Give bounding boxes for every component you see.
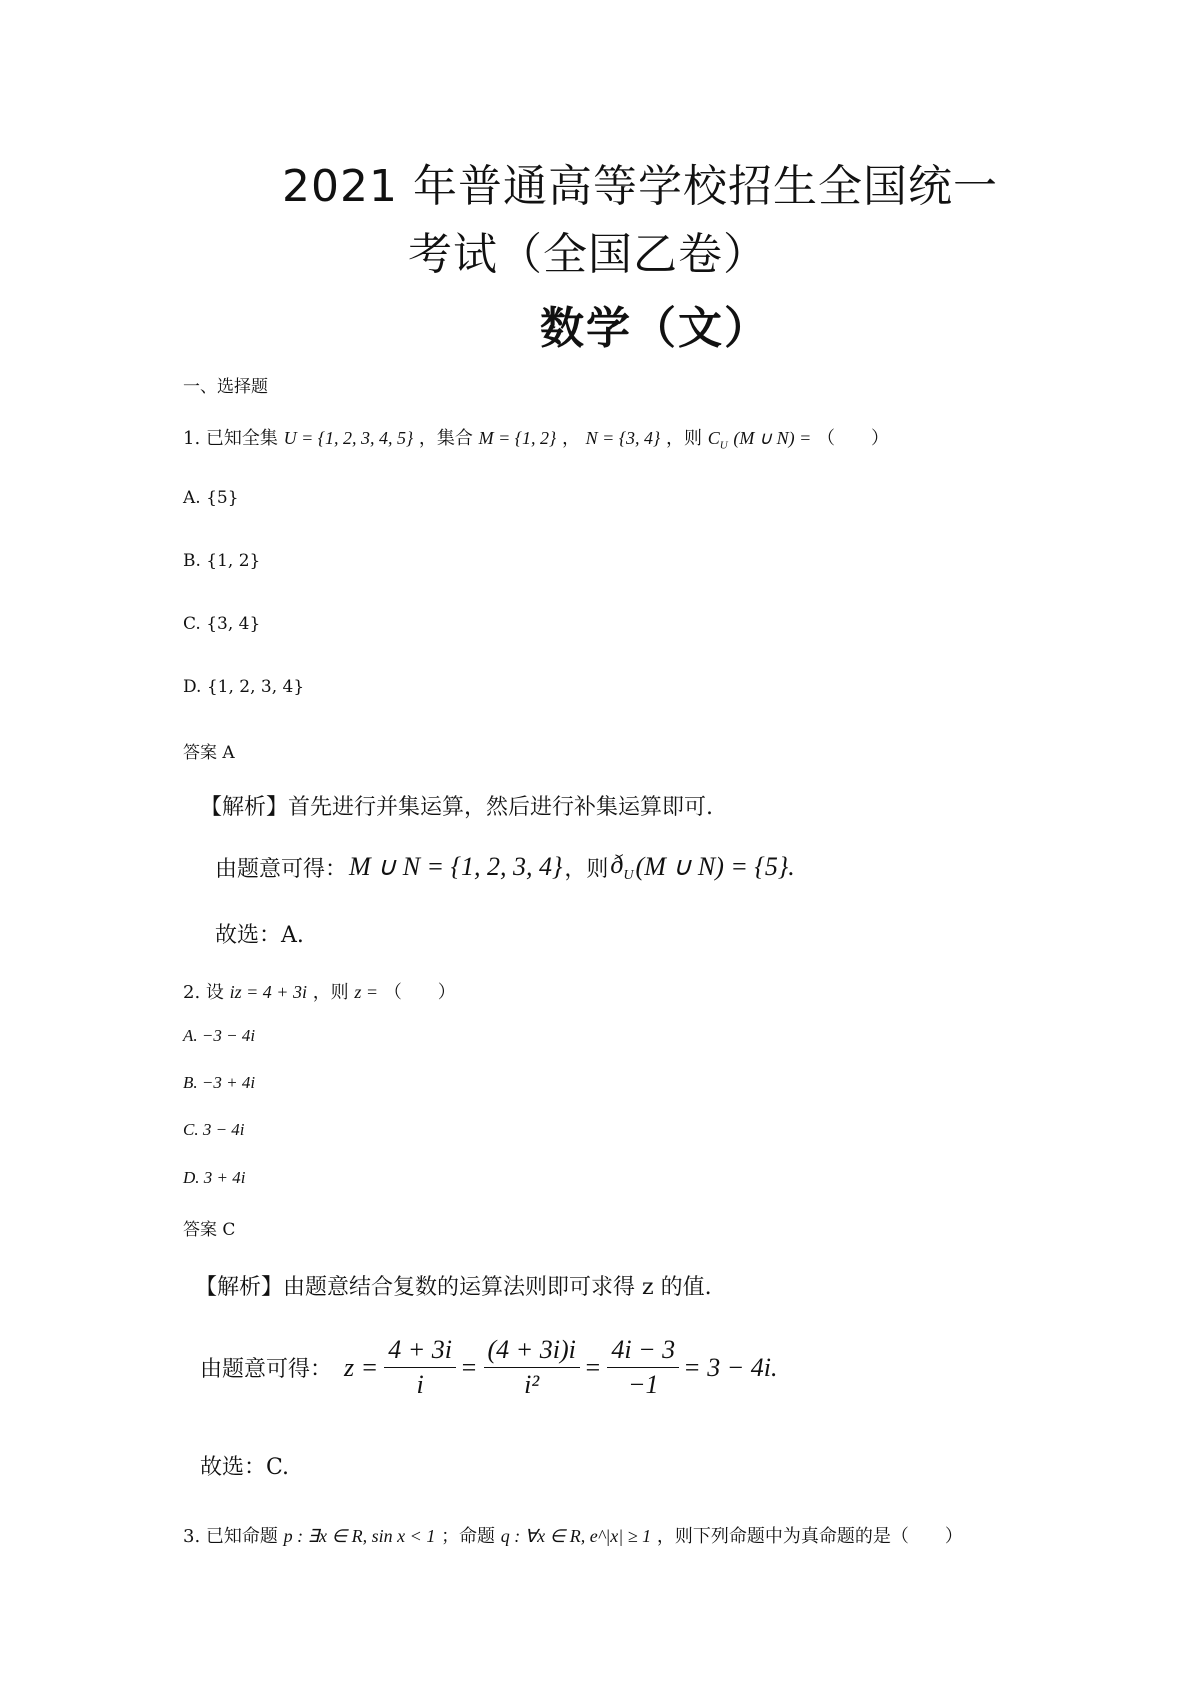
q2-fraction-3: $\frac{4i - 3}{-1}$ — [607, 1335, 679, 1400]
q1-set-m: M = {1, 2} — [478, 428, 557, 448]
q1-answer: 答案 A — [183, 743, 235, 763]
q1-stem-text: ，则 — [665, 428, 702, 449]
q1-choice: 故选：A. — [215, 923, 304, 948]
q1-derive-label: 由题意可得： — [215, 856, 348, 882]
q2-option-b: B. −3 + 4i — [183, 1073, 256, 1092]
q1-answer-blank: （ ） — [816, 428, 889, 449]
q3-stem-text: ，则下列命题中为真命题的是（ ） — [656, 1526, 963, 1547]
q1-union-expr: (M ∪ N) = — [733, 428, 812, 448]
q3-stem-text: 3. 已知命题 — [183, 1526, 278, 1547]
q2-option-d: D. 3 + 4i — [183, 1168, 246, 1187]
q2-fraction-1: $\frac{4 + 3i}{i}$ — [384, 1335, 456, 1400]
q1-option-c: C. {3, 4} — [183, 614, 261, 634]
q2-fraction-2: $\frac{(4 + 3i)i}{\text{i²}}$ — [484, 1335, 580, 1400]
question-2-stem — [183, 978, 456, 1004]
q2-analysis: 【解析】由题意结合复数的运算法则即可求得 z 的值. — [195, 1275, 712, 1300]
q2-derive-label: 由题意可得： — [200, 1357, 333, 1382]
q2-derivation — [200, 1335, 779, 1400]
q2-equals: = — [459, 1352, 478, 1382]
doc-title-line2: 考试（全国乙卷） — [408, 229, 768, 280]
q1-set-n: N = {3, 4} — [585, 428, 661, 448]
q2-option-a: A. −3 − 4i — [183, 1026, 256, 1045]
q3-proposition-p: p : ∃x ∈ R, sin x < 1 — [283, 1526, 436, 1546]
q3-proposition-q: q : ∀x ∈ R, e^|x| ≥ 1 — [500, 1526, 652, 1546]
q2-stem-text: 2. 设 — [183, 982, 224, 1003]
q1-derive-union: M ∪ N = {1, 2, 3, 4} — [349, 852, 563, 882]
q3-stem-text: ；命题 — [441, 1526, 496, 1547]
q2-z-eq: z = — [344, 1352, 379, 1382]
q1-complement: $C_U$ — [707, 428, 728, 452]
q1-stem-text: 1. 已知全集 — [183, 428, 278, 449]
q2-answer-blank: （ ） — [383, 982, 456, 1003]
q1-option-b: B. {1, 2} — [183, 551, 261, 571]
q1-stem-text: ， — [561, 428, 580, 449]
q2-option-c: C. 3 − 4i — [183, 1120, 245, 1139]
q1-derive-mid: ，则 — [564, 856, 609, 882]
q1-analysis: 【解析】首先进行并集运算，然后进行补集运算即可. — [200, 795, 713, 820]
q1-derivation — [215, 850, 797, 884]
q2-answer: 答案 C — [183, 1220, 236, 1240]
q1-option-a: A. {5} — [183, 488, 239, 508]
q2-stem-text: ，则 — [312, 982, 349, 1003]
doc-subject: 数学（文） — [540, 303, 770, 354]
q1-option-d: D. {1, 2, 3, 4} — [183, 677, 305, 697]
question-1-stem — [183, 424, 889, 452]
q1-stem-text: ，集合 — [418, 428, 473, 449]
q1-derive-result: (M ∪ N) = {5}. — [635, 852, 795, 882]
q1-set-u: U = {1, 2, 3, 4, 5} — [283, 428, 414, 448]
question-3-stem — [183, 1522, 963, 1548]
q1-derive-complement: $ð_U$ — [610, 850, 634, 884]
q2-result: = 3 − 4i. — [683, 1352, 778, 1382]
q2-equation: iz = 4 + 3i — [229, 982, 307, 1002]
q2-choice: 故选：C. — [200, 1455, 290, 1480]
q2-equals: = — [583, 1352, 602, 1382]
q2-unknown: z = — [354, 982, 379, 1002]
section-heading: 一、选择题 — [183, 377, 268, 397]
doc-title-line1: 2021 年普通高等学校招生全国统一 — [282, 161, 998, 212]
